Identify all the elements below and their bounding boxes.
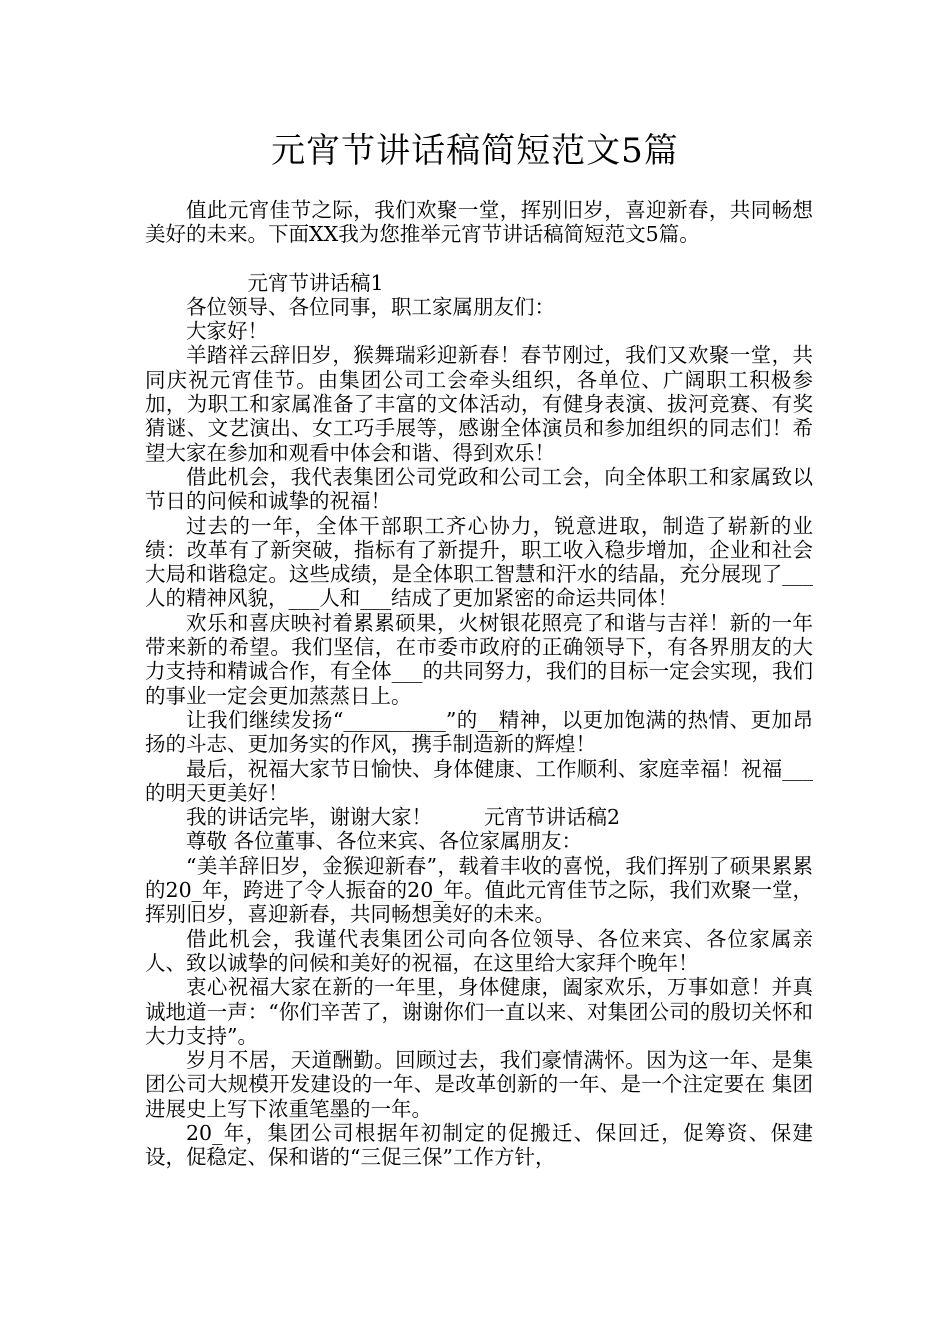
speech1-paragraph: 过去的一年，全体干部职工齐心协力，锐意进取，制造了崭新的业绩：改革有了新突破，指标有了新提升，职工收入稳步增加，企业和社会大局和谐稳定。这些成绩，是全体职工智慧和汗水的结晶，充分展现了___人的精神风貌，___人和___结成了更加紧密的命运共同体！ [145,513,813,611]
speech2-salutation: 尊敬 各位董事、各位来宾、各位家属朋友： [186,829,583,854]
speech1-paragraph: 羊踏祥云辞旧岁，猴舞瑞彩迎新春！春节刚过，我们又欢聚一堂，共同庆祝元宵佳节。由集团公司工会牵头组织，各单位、广阔职工积极参加，为职工和家属准备了丰富的文体活动，有健身表演、拔河竞赛、有奖猜谜、文艺演出、女工巧手展等，感谢全体演员和参加组织的同志们！希望大家在参加和观看中体会和谐、得到欢乐！ [145,343,813,465]
speech2-paragraph: 衷心祝福大家在新的一年里，身体健康，阖家欢乐，万事如意！并真诚地道一声：“你们辛苦了，谢谢你们一直以来、对集团公司的殷切关怀和大力支持”。 [145,975,813,1048]
speech2-paragraph: “美羊辞旧岁，金猴迎新春”，载着丰收的喜悦，我们挥别了硕果累累的20_年，跨进了令人振奋的20_年。值此元宵佳节之际，我们欢聚一堂，挥别旧岁，喜迎新春，共同畅想美好的未来。 [145,853,813,927]
speech1-greeting: 大家好！ [186,319,268,344]
speech2-paragraph: 20_年，集团公司根据年初制定的促搬迁、保回迁，促筹资、保建设，促稳定、保和谐的“三促三保”工作方针， [145,1120,813,1170]
speech1-paragraph: 让我们继续发扬“__________”的__精神，以更加饱满的热情、更加昂扬的斗志、更加务实的作风，携手制造新的辉煌！ [145,707,813,757]
speech2-paragraph: 岁月不居，天道酬勤。回顾过去，我们豪情满怀。因为这一年、是集团公司大规模开发建设的一年、是改革创新的一年、是一个注定要在 集团进展史上写下浓重笔墨的一年。 [145,1048,813,1121]
speech1-salutation: 各位领导、各位同事，职工家属朋友们： [186,294,555,319]
speech1-closing: 我的讲话完毕，谢谢大家！ [186,805,432,830]
closing-and-heading-line [145,805,813,829]
speech1-paragraph: 借此机会，我代表集团公司党政和公司工会，向全体职工和家属致以节日的问候和诚挚的祝福！ [145,464,813,514]
speech2-paragraph: 借此机会，我谨代表集团公司向各位领导、各位来宾、各位家属亲人、致以诚挚的问候和美好的祝福，在这里给大家拜个晚年！ [145,926,813,975]
document-title: 元宵节讲话稿简短范文5篇 [271,131,679,171]
speech2-heading: 元宵节讲话稿2 [484,805,621,830]
intro-paragraph: 值此元宵佳节之际，我们欢聚一堂，挥别旧岁，喜迎新春，共同畅想美好的未来。下面XX我为您推举元宵节讲话稿简短范文5篇。 [145,198,813,247]
document-body [145,198,813,1170]
speech1-heading: 元宵节讲话稿1 [247,270,384,295]
speech1-paragraph: 最后，祝福大家节日愉快、身体健康、工作顺利、家庭幸福！祝福___的明天更美好！ [145,756,813,805]
speech1-paragraph: 欢乐和喜庆映衬着累累硕果，火树银花照亮了和谐与吉祥！新的一年带来新的希望。我们坚信，在市委市政府的正确领导下，有各界朋友的大力支持和精诚合作，有全体___的共同努力，我们的目标一定会实现，我们的事业一定会更加蒸蒸日上。 [145,610,813,708]
